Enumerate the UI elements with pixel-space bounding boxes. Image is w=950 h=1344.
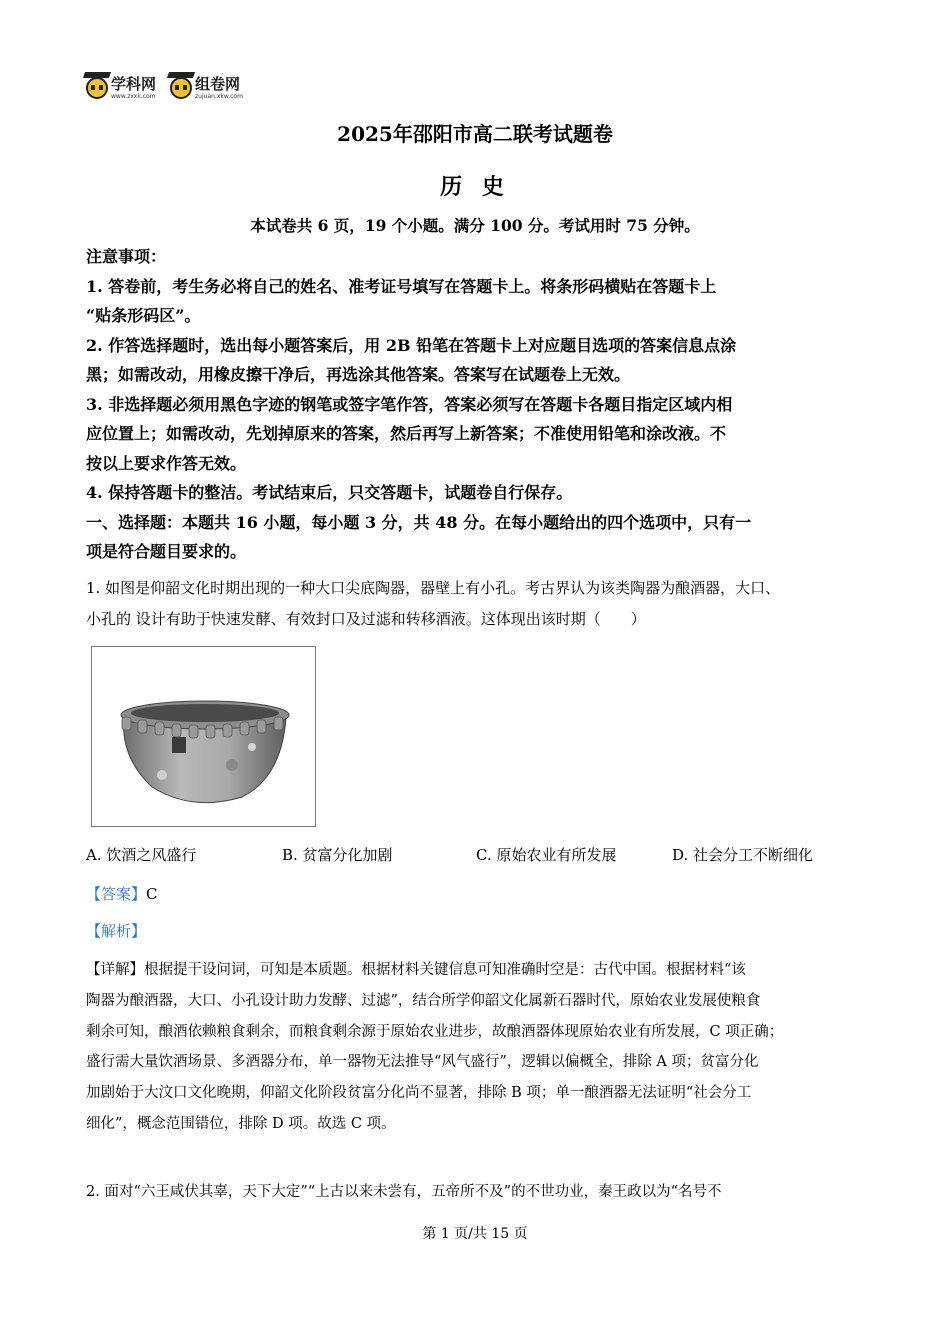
section-heading: 项是符合题目要求的。 [86,542,247,561]
question-1-options [86,844,866,865]
instruction-line: 按以上要求作答无效。 [86,453,247,473]
pottery-vessel-image [92,647,315,826]
exam-summary: 本试卷共 6 页，19 个小题。满分 100 分。考试用时 75 分钟。 [250,216,700,235]
explanation-line: 剩余可知，酿酒依赖粮食剩余，而粮食剩余源于原始农业进步，故酿酒器体现原始农业有所发展，C 项正确； [86,1023,784,1040]
option-b[interactable]: B. 贫富分化加剧 [282,846,393,864]
logo-name: 组卷网 [195,74,241,93]
instruction-line: 1. 答卷前，考生务必将自己的姓名、准考证号填写在答题卡上。将条形码横贴在答题卡上 [86,276,717,296]
page-number: 第 1 页/共 15 页 [422,1226,528,1242]
logo-xueke[interactable] [86,74,157,100]
explanation-line: 陶器为酿酒器，大口、小孔设计助力发酵、过滤”，结合所学仰韶文化属新石器时代，原始农业发展使粮食 [86,992,761,1009]
logo-zujuan[interactable] [170,74,243,100]
explanation-line: 盛行需大量饮酒场景、多酒器分布，单一器物无法推导“风气盛行”，逻辑以偏概全，排除 A 项；贫富分化 [86,1054,759,1071]
logo-url: zujuan.xkw.com [195,92,243,100]
instruction-line: 黑；如需改动，用橡皮擦干净后，再选涂其他答案。答案写在试题卷上无效。 [86,365,631,384]
analysis-label: 【解析】 [86,922,147,940]
logo-name: 学科网 [111,74,157,93]
instructions-heading: 注意事项： [86,247,167,266]
instruction-line: 2. 作答选择题时，选出每小题答案后，用 2B 铅笔在答题卡上对应题目选项的答案信息点涂 [86,335,737,355]
instruction-line: “贴条形码区”。 [86,306,201,325]
option-a[interactable]: A. 饮酒之风盛行 [86,846,197,864]
option-c[interactable]: C. 原始农业有所发展 [476,846,617,864]
header-logos [86,72,243,104]
subject-heading: 历 史 [440,174,510,200]
explanation [86,955,866,1140]
question-line: 1. 如图是仰韶文化时期出现的一种大口尖底陶器，器壁上有小孔。考古界认为该类陶器为酿酒器，大口、 [86,579,781,597]
exam-title: 2025年邵阳市高二联考试题卷 [337,122,613,146]
logo-url: www.zxxk.com [111,92,156,100]
answer-value: C [146,885,158,903]
instruction-line: 应位置上；如需改动，先划掉原来的答案，然后再写上新答案；不准使用铅笔和涂改液。不 [86,424,727,443]
answer-label: 【答案】 [86,885,147,903]
instruction-line: 3. 非选择题必须用黑色字迹的钢笔或签字笔作答，答案必须写在答题卡各题目指定区域内相 [86,394,733,414]
question-2-stem: 2. 面对“六王咸伏其辜，天下大定”“上古以来未尝有，五帝所不及”的不世功业，秦王政以为“名号不 [86,1184,722,1200]
section-heading: 一、选择题：本题共 16 小题，每小题 3 分，共 48 分。在每小题给出的四个选项中，只有一 [86,512,752,532]
explanation-line: 加剧始于大汶口文化晚期，仰韶文化阶段贫富分化尚不显著，排除 B 项；单一酿酒器无法证明“社会分工 [86,1085,752,1102]
option-d[interactable]: D. 社会分工不断细化 [672,846,814,864]
question-line: 小孔的 设计有助于快速发酵、有效封口及过滤和转移酒液。这体现出该时期（ ） [86,610,646,628]
explanation-line: 细化”，概念范围错位，排除 D 项。故选 C 项。 [86,1115,396,1132]
instructions [86,242,866,567]
question-1-stem [86,573,866,635]
detail-label: 【详解】 [86,962,144,978]
instruction-line: 4. 保持答题卡的整洁。考试结束后，只交答题卡，试题卷自行保存。 [86,483,573,502]
answer [86,883,158,904]
mascot-icon [86,77,108,99]
explanation-text: 根据提干设问词，可知是本质题。根据材料关键信息可知准确时空是：古代中国。根据材料“该 [144,962,746,978]
pottery-figure [91,646,316,827]
explanation-line [86,955,866,986]
mascot-icon [170,77,192,99]
